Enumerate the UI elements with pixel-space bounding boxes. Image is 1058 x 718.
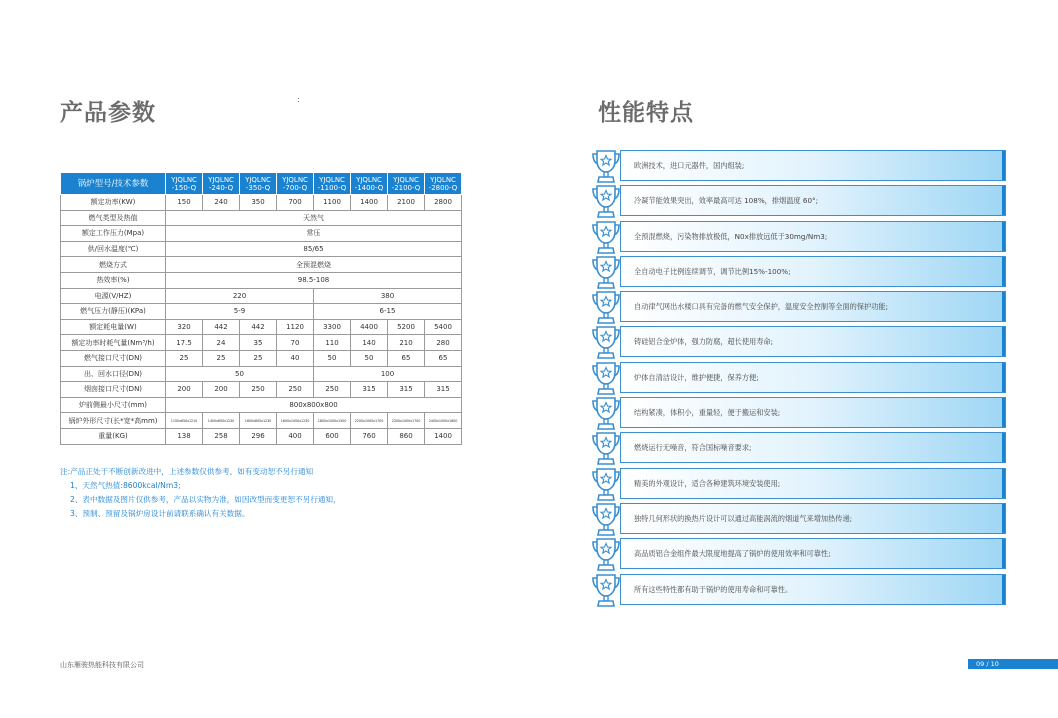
row-label: 重量(KG): [61, 428, 166, 444]
table-cell: 315: [425, 382, 462, 398]
feature-text: 燃烧运行无噪音，符合国标噪音要求;: [634, 443, 752, 453]
table-cell: 5200: [388, 319, 425, 335]
table-cell: 250: [277, 382, 314, 398]
table-cell: 138: [166, 428, 203, 444]
table-cell: 2400x1000x1800: [425, 413, 462, 429]
company-name: 山东雁骏热能科技有限公司: [60, 661, 144, 669]
table-cell: 200: [166, 382, 203, 398]
table-cell: 240: [203, 195, 240, 211]
table-cell: 315: [351, 382, 388, 398]
table-cell: 40: [277, 350, 314, 366]
row-label: 出、回水口径(DN): [61, 366, 166, 382]
table-cell: 800x800x800: [166, 397, 462, 413]
table-cell: 24: [203, 335, 240, 351]
table-cell: 25: [240, 350, 277, 366]
page-number: 09 / 10: [968, 659, 1058, 669]
table-cell: 6-15: [314, 304, 462, 320]
feature-text: 全预混燃烧，污染物排放极低，N0x排放远低于30mg/Nm3;: [634, 231, 828, 241]
table-cell: 100: [314, 366, 462, 382]
notes-block: [60, 465, 341, 521]
trophy-icon: [591, 536, 621, 572]
model-header: [425, 173, 462, 195]
row-label: 燃气压力(静压)(KPa): [61, 304, 166, 320]
table-row: [61, 382, 462, 398]
feature-item: [590, 326, 1006, 361]
table-cell: 50: [351, 350, 388, 366]
table-cell: 860: [388, 428, 425, 444]
model-header: [277, 173, 314, 195]
table-cell: 442: [203, 319, 240, 335]
table-cell: 220: [166, 288, 314, 304]
table-row: [61, 304, 462, 320]
feature-text: 铸硅铝合金炉体，强力防腐，超长使用寿命;: [634, 337, 773, 347]
table-cell: 50: [166, 366, 314, 382]
feature-item: [590, 150, 1006, 185]
table-row: [61, 272, 462, 288]
feature-item: [590, 362, 1006, 397]
trophy-icon: [591, 360, 621, 396]
spec-body: [61, 195, 462, 445]
feature-text: 炉体自清洁设计，维护便捷，保养方便;: [634, 372, 759, 382]
trophy-icon: [591, 148, 621, 184]
spec-table: [60, 172, 462, 445]
feature-item: [590, 432, 1006, 467]
feature-text: 独特几何形状的换热片设计可以通过高能涡流的烟道气来增加热传递;: [634, 513, 853, 523]
feature-item: [590, 468, 1006, 503]
table-row: [61, 195, 462, 211]
features-title: 性能特点: [598, 100, 694, 126]
table-cell: 65: [388, 350, 425, 366]
table-cell: 70: [277, 335, 314, 351]
trophy-icon: [591, 219, 621, 255]
model-header: [314, 173, 351, 195]
table-row: [61, 397, 462, 413]
trophy-icon: [591, 501, 621, 537]
model-header: [203, 173, 240, 195]
table-cell: 5400: [425, 319, 462, 335]
table-cell: 320: [166, 319, 203, 335]
row-label: 额定功率时耗气量(Nm³/h): [61, 335, 166, 351]
row-label: 额定功率(KW): [61, 195, 166, 211]
model-header-line: -350-Q: [245, 183, 271, 192]
table-cell: 全预混燃烧: [166, 257, 462, 273]
feature-item: [590, 185, 1006, 220]
model-header-line: YJQLNC: [430, 175, 456, 184]
table-cell: 315: [388, 382, 425, 398]
table-cell: 110: [314, 335, 351, 351]
table-cell: 4400: [351, 319, 388, 335]
row-label: 供/回水温度(℃): [61, 241, 166, 257]
table-cell: 1400: [351, 195, 388, 211]
table-row: [61, 428, 462, 444]
feature-item: [590, 397, 1006, 432]
feature-item: [590, 538, 1006, 573]
table-cell: 常压: [166, 226, 462, 242]
table-row: [61, 413, 462, 429]
table-row: [61, 335, 462, 351]
spec-header-row: [61, 173, 462, 195]
row-label: 热效率(%): [61, 272, 166, 288]
feature-item: [590, 574, 1006, 609]
table-cell: 85/65: [166, 241, 462, 257]
model-header-line: YJQLNC: [208, 175, 234, 184]
table-cell: 2200x1000x1700: [351, 413, 388, 429]
table-row: [61, 210, 462, 226]
table-cell: 380: [314, 288, 462, 304]
table-cell: 2800: [425, 195, 462, 211]
row-label: 烟囱接口尺寸(DN): [61, 382, 166, 398]
table-cell: 1120: [277, 319, 314, 335]
table-cell: 200: [203, 382, 240, 398]
table-row: [61, 366, 462, 382]
model-header-line: YJQLNC: [356, 175, 382, 184]
feature-item: [590, 291, 1006, 326]
table-cell: 1100: [314, 195, 351, 211]
row-label: 炉前侧最小尺寸(mm): [61, 397, 166, 413]
table-cell: 150: [166, 195, 203, 211]
model-header-line: -150-Q: [171, 183, 197, 192]
table-cell: 1600x800x1230: [240, 413, 277, 429]
row-label: 燃气类型及热值: [61, 210, 166, 226]
table-cell: 140: [351, 335, 388, 351]
table-cell: 25: [166, 350, 203, 366]
feature-text: 欧洲技术，进口元器件，国内组装;: [634, 161, 745, 170]
table-cell: 50: [314, 350, 351, 366]
model-header-line: YJQLNC: [171, 175, 197, 184]
model-header-line: -240-Q: [208, 183, 234, 192]
model-header-line: -700-Q: [282, 183, 308, 192]
feature-text: 所有这些特性都有助于锅炉的使用寿命和可靠性。: [634, 584, 793, 594]
model-header-line: -1400-Q: [354, 183, 384, 192]
table-cell: 1800x1000x1500: [314, 413, 351, 429]
row-label: 燃烧方式: [61, 257, 166, 273]
trophy-icon: [591, 183, 621, 219]
table-cell: 1400x650x1230: [203, 413, 240, 429]
table-cell: 5-9: [166, 304, 314, 320]
model-header: [166, 173, 203, 195]
table-cell: 280: [425, 335, 462, 351]
model-header-line: -2800-Q: [428, 183, 458, 192]
trophy-icon: [591, 289, 621, 325]
row-label: 燃气接口尺寸(DN): [61, 350, 166, 366]
feature-item: [590, 256, 1006, 291]
table-cell: 35: [240, 335, 277, 351]
table-cell: 17.5: [166, 335, 203, 351]
feature-text: 自动律气网出水楼口具有完备的燃气安全保护，温度安全控制等全面的保护功能;: [634, 302, 888, 312]
table-cell: 760: [351, 428, 388, 444]
table-cell: 250: [314, 382, 351, 398]
table-cell: 258: [203, 428, 240, 444]
trophy-icon: [591, 572, 621, 608]
model-header: [240, 173, 277, 195]
feature-text: 高品质铝合金组件最大限度地提高了锅炉的使用效率和可靠性;: [634, 549, 831, 559]
table-cell: 210: [388, 335, 425, 351]
table-row: [61, 257, 462, 273]
trophy-icon: [591, 430, 621, 466]
table-cell: 1600x1000x1230: [277, 413, 314, 429]
feature-item: [590, 503, 1006, 538]
table-cell: 296: [240, 428, 277, 444]
table-cell: 98.5-108: [166, 272, 462, 288]
feature-text: 冷凝节能效果突出，效率最高可达 108%，排烟温度 60°;: [634, 196, 819, 206]
model-header-line: YJQLNC: [393, 175, 419, 184]
note-item-3: 3、预制、预留及锅炉房设计前请联系确认有关数据。: [70, 509, 250, 518]
trophy-icon: [591, 324, 621, 360]
table-cell: 2300x1000x1700: [388, 413, 425, 429]
feature-item: [590, 221, 1006, 256]
note-item-2: 2、表中数据及图片仅供参考，产品以实物为准，如因改型而变更恕不另行通知，: [70, 495, 341, 504]
trophy-icon: [591, 395, 621, 431]
table-cell: 700: [277, 195, 314, 211]
table-cell: 250: [240, 382, 277, 398]
feature-list: [590, 150, 1006, 609]
trophy-icon: [591, 466, 621, 502]
model-header: [351, 173, 388, 195]
table-cell: 3300: [314, 319, 351, 335]
model-header-line: YJQLNC: [282, 175, 308, 184]
table-row: [61, 288, 462, 304]
table-row: [61, 350, 462, 366]
model-header-line: YJQLNC: [245, 175, 271, 184]
notes-head: 注:产品正处于不断创新改进中，上述参数仅供参考，如有变动恕不另行通知: [60, 467, 314, 476]
model-header-line: -1100-Q: [317, 183, 347, 192]
feature-text: 精美的外观设计，适合各种建筑环境安装使用;: [634, 478, 781, 488]
table-cell: 400: [277, 428, 314, 444]
table-cell: 350: [240, 195, 277, 211]
model-header: [388, 173, 425, 195]
note-item-1: 1、天然气热值:8600kcal/Nm3;: [70, 481, 181, 490]
table-cell: 25: [203, 350, 240, 366]
product-params-title: 产品参数: [60, 100, 156, 126]
trophy-icon: [591, 254, 621, 290]
table-row: [61, 241, 462, 257]
stray-mark: :: [297, 95, 300, 104]
table-cell: 1150x650x1210: [166, 413, 203, 429]
table-cell: 65: [425, 350, 462, 366]
feature-text: 结构紧凑，体积小，重量轻，便于搬运和安装;: [634, 408, 781, 418]
table-cell: 2100: [388, 195, 425, 211]
row-label: 额定耗电量(W): [61, 319, 166, 335]
table-cell: 天然气: [166, 210, 462, 226]
row-label: 锅炉外形尺寸(长*宽*高mm): [61, 413, 166, 429]
table-cell: 442: [240, 319, 277, 335]
model-header-line: YJQLNC: [319, 175, 345, 184]
table-cell: 600: [314, 428, 351, 444]
table-cell: 1400: [425, 428, 462, 444]
spec-header-label: 锅炉型号/技术参数: [61, 173, 166, 195]
feature-text: 全自动电子比例连续调节，调节比例15%-100%;: [634, 266, 791, 276]
row-label: 额定工作压力(Mpa): [61, 226, 166, 242]
row-label: 电源(V/HZ): [61, 288, 166, 304]
model-header-line: -2100-Q: [391, 183, 421, 192]
table-row: [61, 226, 462, 242]
table-row: [61, 319, 462, 335]
